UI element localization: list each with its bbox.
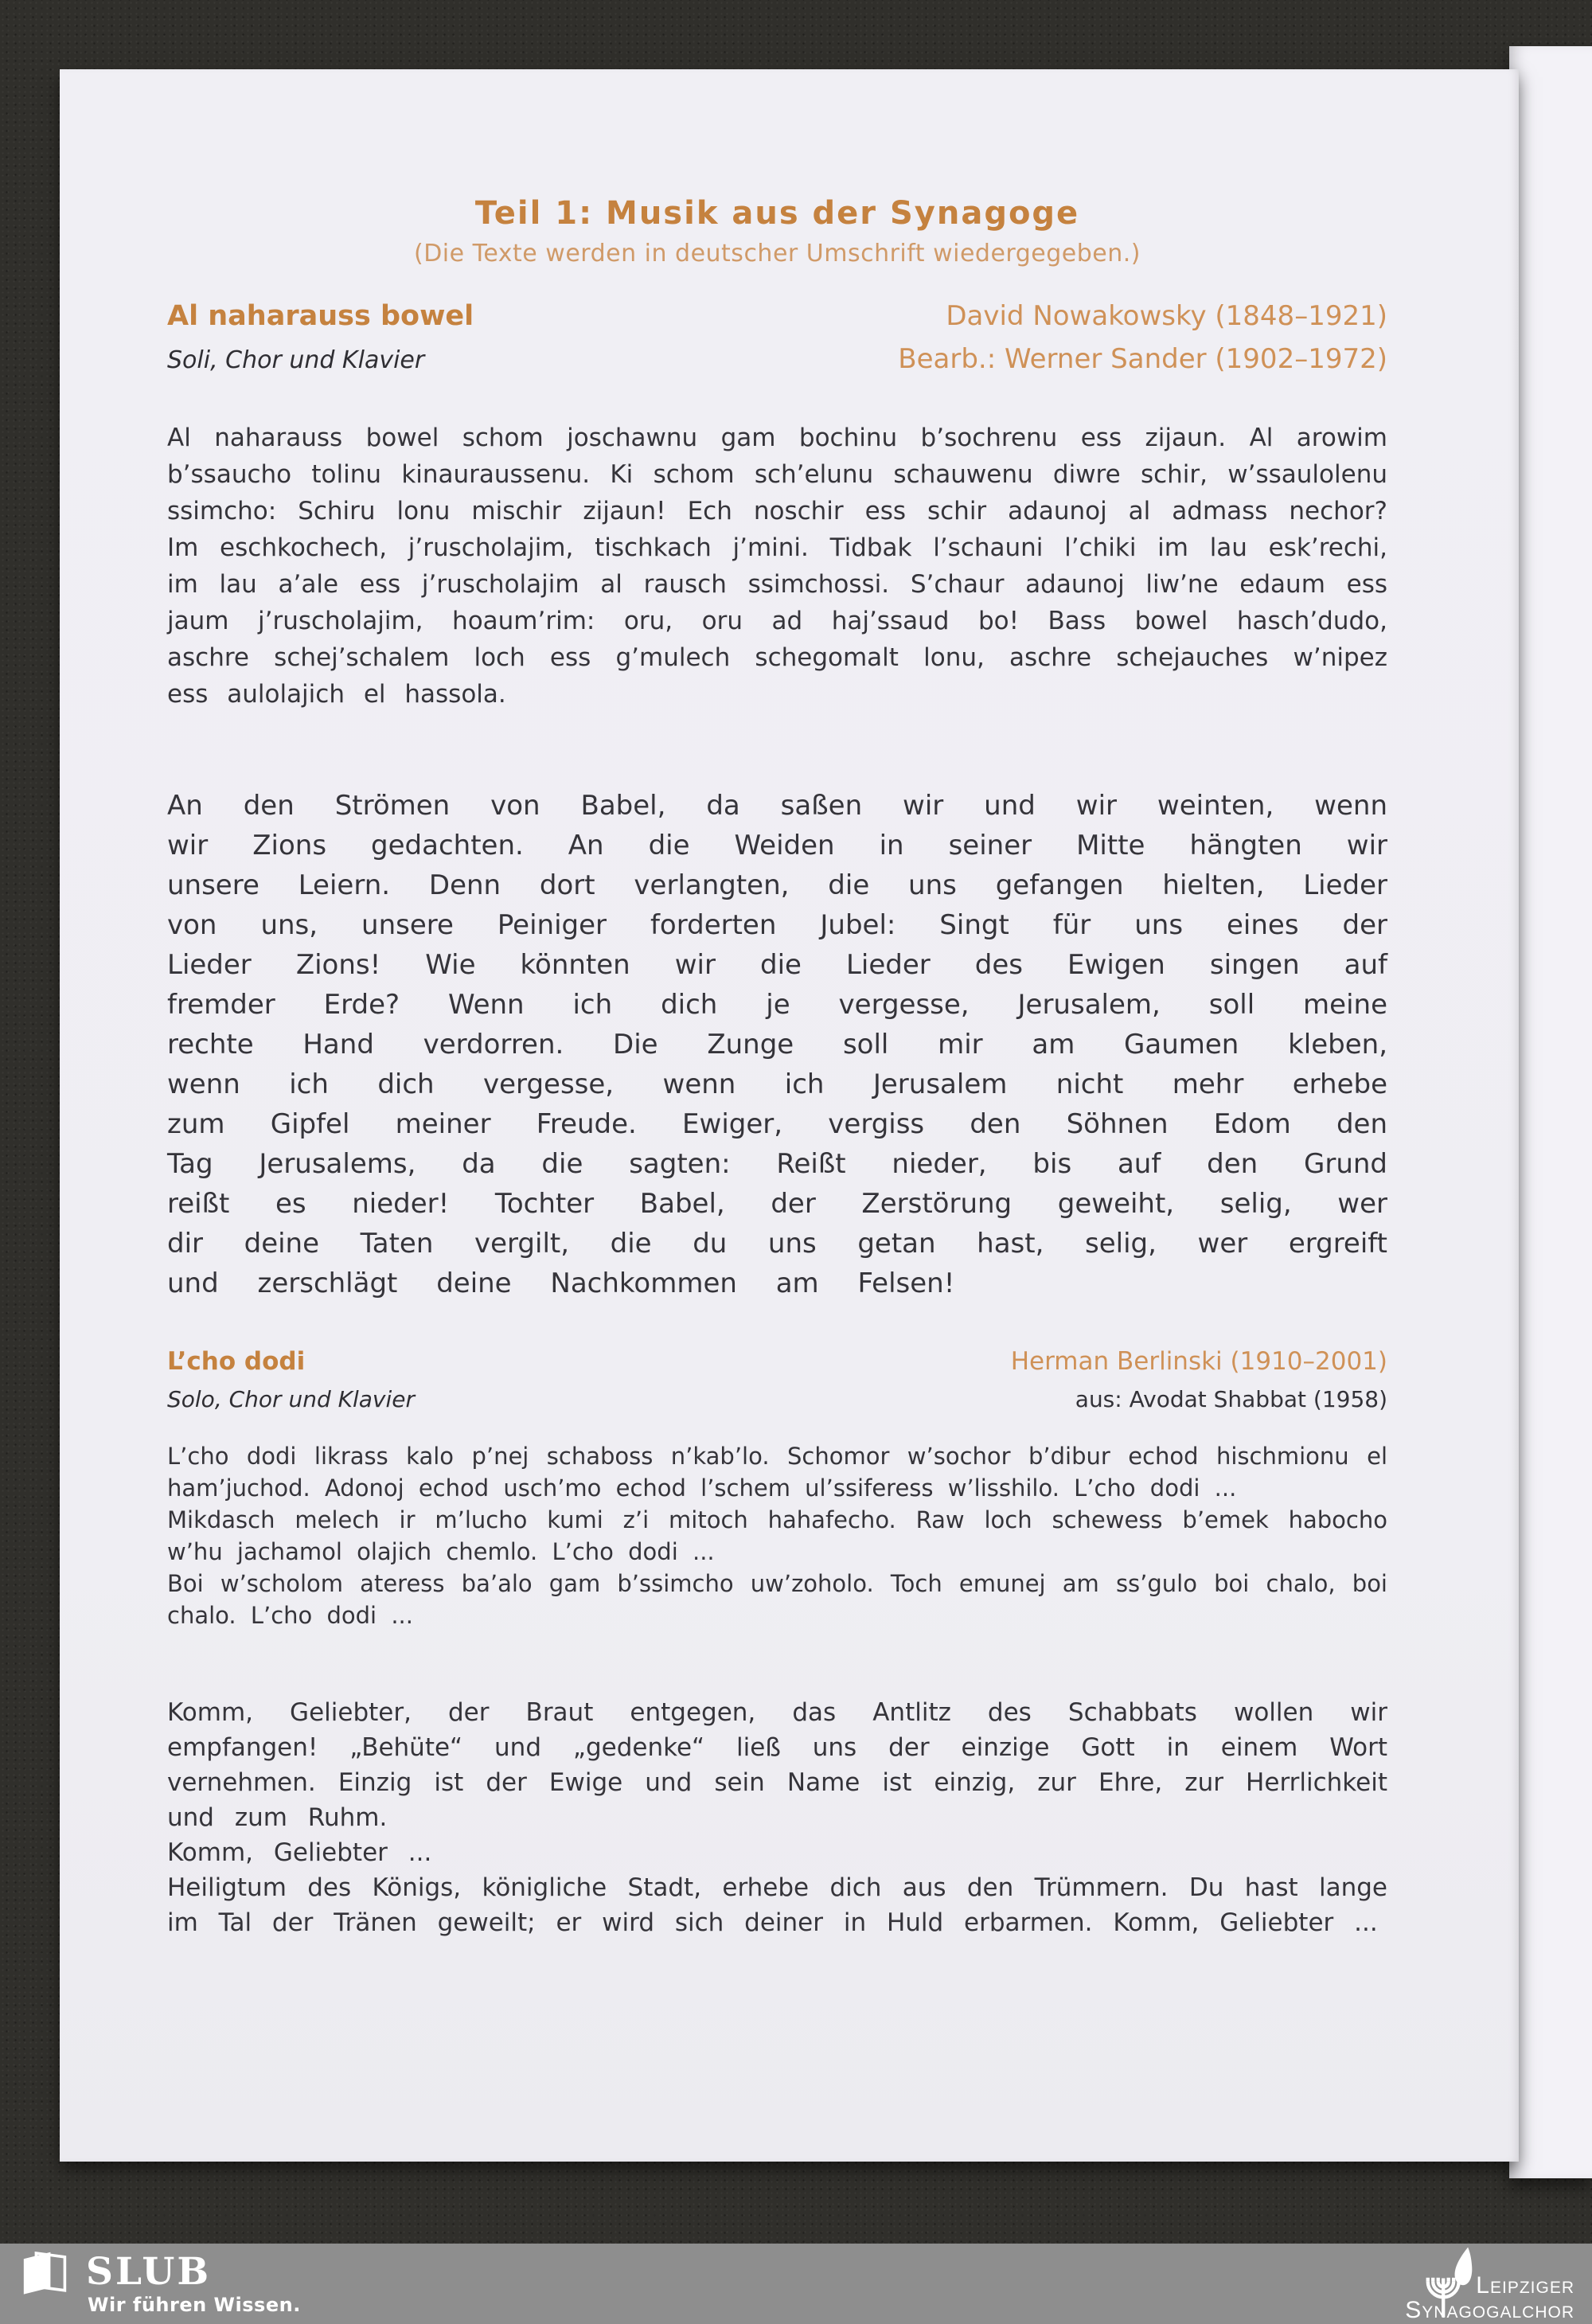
program-page xyxy=(60,69,1519,2162)
song2-translation-block-1: Komm, Geliebter, der Braut entgegen, das Antlitz des Schabbats wollen wir empfangen! „Behüte“ und „gedenke“ ließ uns der einzige Gott in einem Wort vernehmen. Einzig ist der Ewige und sein Name ist einzig, zur Ehre, zur Herrlichkeit und zum Ruhm. xyxy=(167,1698,1387,1832)
song1-composer: David Nowakowsky (1848–1921) xyxy=(946,300,1387,332)
slub-logo-text: SLUB xyxy=(86,2250,212,2294)
song2-source: aus: Avodat Shabbat (1958) xyxy=(1075,1386,1387,1412)
choir-line2: Synagogalchor xyxy=(1405,2297,1574,2323)
song1-transliteration: Al naharauss bowel schom joschawnu gam bochinu b’sochrenu ess zijaun. Al arowim b’ssaucho tolinu kinauraussenu. Ki schom sch’elunu schauwenu diwre schir, w’ssaulolenu ssimcho: Schiru lonu mischir zijaun! Ech noschir ess schir adaunoj al admass nechor? Im eschkochech, j’ruscholajim, tischkach j’mini. Tidbak l’schauni l’chiki im lau esk’rechi, im lau a’ale ess j’ruscholajim al rausch ssimchossi. S’chaur adaunoj liw’ne edaum ess jaum j’ruscholajim, hoaum’rim: oru, oru ad haj’ssaud bo! Bass bowel hasch’dudo, aschre schej’schalem loch ess g’mulech schegomalt lonu, aschre schejauches w’nipez ess aulolajich el hassola. xyxy=(167,424,1387,709)
song2-translation-block-3: Heiligtum des Königs, königliche Stadt, erhebe dich aus den Trümmern. Du hast lange im Tal der Tränen geweilt; er wird sich deiner in Huld erbarmen. Komm, Geliebter ... xyxy=(167,1873,1387,1937)
song2-subheader xyxy=(167,1386,1387,1412)
song2-stanza-2: Mikdasch melech ir m’lucho kumi z’i mitoch hahafecho. Raw loch schewess b’emek habocho w’hu jachamol olajich chemlo. L’cho dodi ... xyxy=(167,1506,1387,1565)
section-subtitle: (Die Texte werden in deutscher Umschrift wiedergegeben.) xyxy=(414,240,1141,268)
song1-scoring: Soli, Chor und Klavier xyxy=(167,346,425,374)
song2-scoring: Solo, Chor und Klavier xyxy=(167,1386,416,1412)
choir-logo-text xyxy=(1405,2273,1574,2322)
song2-stanza-1: L’cho dodi likrass kalo p’nej schaboss n’kab’lo. Schomor w’sochor b’dibur echod hischmionu el ham’juchod. Adonoj echod usch’mo echod l’schem ul’ssiferess w’lisshilo. L’cho dodi ... xyxy=(167,1443,1387,1502)
slub-tagline: Wir führen Wissen. xyxy=(88,2294,301,2316)
song1-header xyxy=(167,300,1387,332)
song2-header xyxy=(167,1347,1387,1376)
slub-book-icon xyxy=(20,2248,68,2297)
footer-bar xyxy=(0,2244,1592,2324)
song1-title: Al naharauss bowel xyxy=(167,300,474,332)
song1-translation: An den Strömen von Babel, da saßen wir und wir weinten, wenn wir Zions gedachten. An die Weiden in seiner Mitte hängten wir unsere Leiern. Denn dort verlangten, die uns gefangen hielten, Lieder von uns, unsere Peiniger forderten Jubel: Singt für uns eines der Lieder Zions! Wie könnten wir die Lieder des Ewigen singen auf fremder Erde? Wenn ich dich je vergesse, Jerusalem, soll meine rechte Hand verdorren. Die Zunge soll mir am Gaumen kleben, wenn ich dich vergesse, wenn ich Jerusalem nicht mehr erhebe zum Gipfel meiner Freude. Ewiger, vergiss den Söhnen Edom den Tag Jerusalems, da die sagten: Reißt nieder, bis auf den Grund reißt es nieder! Tochter Babel, der Zerstörung geweiht, selig, wer dir deine Taten vergilt, die du uns getan hast, selig, wer ergreift und zerschlägt deine Nachkommen am Felsen! xyxy=(167,790,1387,1299)
choir-line1: Leipziger xyxy=(1476,2272,1574,2299)
song2-translation xyxy=(167,1695,1387,1940)
song2-translation-block-2: Komm, Geliebter ... xyxy=(167,1838,432,1867)
song2-stanza-3: Boi w’scholom ateress ba’alo gam b’ssimcho uw’zoholo. Toch emunej am ss’gulo boi chalo, boi chalo. L’cho dodi ... xyxy=(167,1570,1387,1629)
song2-composer: Herman Berlinski (1910–2001) xyxy=(1010,1347,1387,1376)
section-title: Teil 1: Musik aus der Synagoge xyxy=(474,195,1080,232)
song2-title: L’cho dodi xyxy=(167,1347,306,1376)
song1-arranger: Bearb.: Werner Sander (1902–1972) xyxy=(898,343,1387,375)
song1-subheader xyxy=(167,343,1387,375)
song2-transliteration xyxy=(167,1440,1387,1631)
booklet-under-page xyxy=(1509,46,1592,2178)
